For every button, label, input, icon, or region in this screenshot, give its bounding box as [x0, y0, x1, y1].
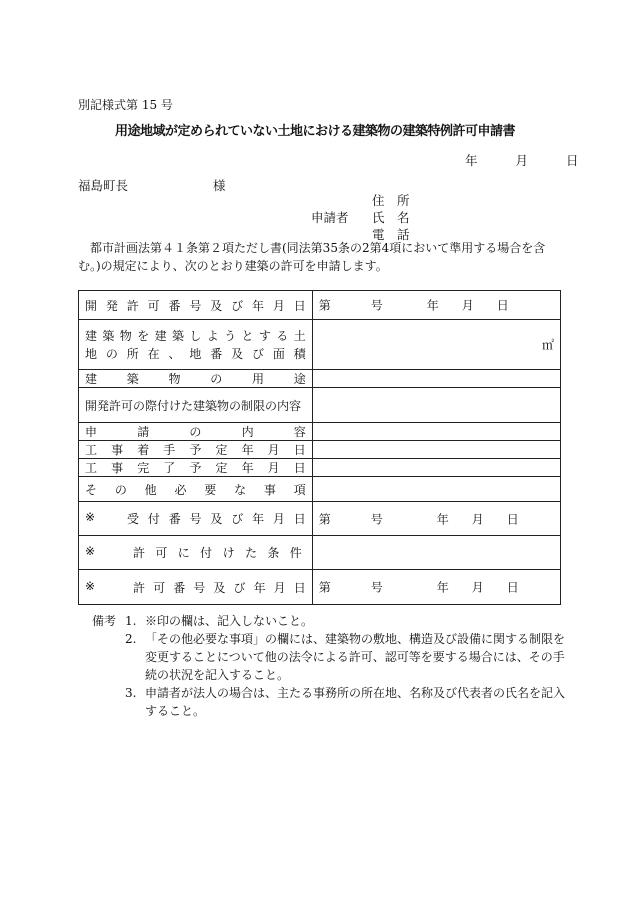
label-other [79, 477, 313, 502]
spread-label [85, 327, 306, 345]
table-row [79, 570, 561, 605]
value-content[interactable] [312, 423, 560, 441]
date-line [465, 151, 579, 169]
label-char: 在 [147, 346, 160, 361]
label-char: 年 [252, 298, 265, 313]
label-char: を [137, 328, 150, 343]
month-label: 月 [471, 580, 484, 595]
label-char: 年 [253, 580, 266, 595]
note-text: 「その他必要な事項」の欄には、建築物の敷地、構造及び設備に関する制限を変更することについて他の法令による許可、認可等を要する場合には、その手続の状況を記入すること。 [145, 632, 566, 682]
label-char: 項 [293, 482, 306, 497]
label-char: 受 [127, 512, 140, 526]
label-char: 番 [168, 512, 181, 526]
label-char: に [177, 546, 190, 560]
label-char: 地 [85, 346, 98, 361]
label-char: び [233, 580, 246, 595]
label-char: 日 [293, 298, 306, 313]
label-char: 築 [126, 372, 139, 386]
label-start-date [79, 441, 313, 459]
spread-label [133, 544, 302, 561]
label-char: 地 [189, 346, 202, 361]
form-number: 別記様式第 15 号 [78, 98, 173, 112]
label-char: 及 [213, 580, 226, 595]
label-content [79, 423, 313, 441]
label-char: 要 [204, 482, 217, 497]
table-row [79, 291, 561, 320]
spread-label [85, 441, 306, 458]
label-char: 発 [105, 298, 118, 313]
label-char: 面 [272, 346, 285, 361]
label-char: そ [85, 482, 98, 497]
label-char: 及 [210, 512, 223, 526]
label-receipt-no [79, 502, 313, 536]
label-char: 許 [126, 298, 139, 313]
label-char: 定 [215, 443, 228, 457]
label-char: 付 [200, 546, 213, 560]
label-char: 番 [168, 298, 181, 313]
spread-label [133, 579, 306, 596]
label-char: 必 [174, 482, 187, 497]
year-label: 年 [426, 298, 439, 313]
label-restriction [79, 388, 313, 423]
label-char: 築 [102, 328, 115, 343]
label-char: 他 [144, 482, 157, 497]
label-char: 可 [153, 580, 166, 595]
day-label: 日 [566, 153, 579, 168]
label-char: の [114, 482, 127, 497]
label-char: 日 [293, 443, 306, 457]
spread-label [85, 481, 306, 498]
label-char: 予 [189, 461, 202, 475]
label-char: の [210, 372, 223, 386]
note-mark: ※ [85, 510, 96, 524]
month-label: 月 [471, 512, 484, 526]
label-char: 予 [189, 443, 202, 457]
label-char: 月 [267, 461, 280, 475]
label-char: 月 [273, 580, 286, 595]
label-char: よ [206, 328, 219, 343]
table-row [79, 388, 561, 423]
area-unit: ㎡ [541, 338, 554, 352]
label-location [79, 320, 313, 370]
notes [92, 612, 565, 720]
label-char: 建 [85, 372, 98, 386]
notes-heading: 備考 [92, 614, 117, 628]
label-char: 内 [241, 425, 254, 439]
label-end-date [79, 459, 313, 477]
label-char: 建 [154, 328, 167, 343]
spread-label [85, 459, 306, 476]
table-row [79, 423, 561, 441]
label-char: 定 [215, 461, 228, 475]
label-char: 月 [272, 298, 285, 313]
spread-label [85, 345, 306, 363]
label-char: 号 [189, 512, 202, 526]
value-end-date[interactable] [312, 459, 560, 477]
addressee-name: 福島町長 [78, 178, 129, 193]
month-label: 月 [461, 298, 474, 313]
addressee [78, 176, 226, 194]
applicant-address-label: 住 所 [372, 193, 410, 208]
label-permit-no [79, 570, 313, 605]
label-char: 年 [252, 512, 265, 526]
value-dev-permit-no[interactable] [312, 291, 560, 320]
table-row [79, 370, 561, 388]
label-char: 開 [85, 298, 98, 313]
table-row [79, 502, 561, 536]
value-receipt-no[interactable] [312, 502, 560, 536]
value-start-date[interactable] [312, 441, 560, 459]
label-char: の [189, 425, 202, 439]
addressee-honorific: 様 [213, 178, 226, 193]
label-char: び [252, 346, 265, 361]
note-mark: ※ [85, 578, 96, 593]
label-char: 容 [293, 425, 306, 439]
label-char: な [234, 482, 247, 497]
label-char: 日 [293, 512, 306, 526]
spread-label [85, 297, 306, 314]
go-label: 号 [370, 580, 383, 595]
label-char: 番 [210, 346, 223, 361]
label-char: 、 [168, 346, 181, 361]
year-label: 年 [465, 153, 478, 168]
dai-label: 第 [318, 512, 331, 526]
label-char: る [276, 328, 289, 343]
table-row [79, 320, 561, 370]
label-char: 月 [272, 512, 285, 526]
spread-label [85, 370, 306, 387]
label-char: 物 [168, 372, 181, 386]
value-other[interactable] [312, 477, 560, 502]
label-char: 工 [85, 461, 98, 475]
note-text: ※印の欄は、記入しないこと。 [145, 614, 314, 628]
day-label: 日 [506, 580, 519, 595]
spread-label [85, 423, 306, 440]
label-char: 了 [163, 461, 176, 475]
day-label: 日 [506, 512, 519, 526]
label-char: の [105, 346, 118, 361]
year-label: 年 [436, 512, 449, 526]
label-char: と [241, 328, 254, 343]
label-char: う [224, 328, 237, 343]
label-char: 付 [147, 512, 160, 526]
go-label: 号 [370, 298, 383, 313]
application-table [78, 290, 561, 605]
dai-label: 第 [318, 580, 331, 595]
go-label: 号 [370, 512, 383, 526]
label-char: 請 [137, 425, 150, 439]
table-row [79, 459, 561, 477]
note-number: 3. [125, 686, 137, 700]
label-char: 年 [241, 461, 254, 475]
dai-label: 第 [318, 298, 331, 313]
label-char: 用 [252, 372, 265, 386]
label-char: 手 [163, 443, 176, 457]
note-mark: ※ [85, 544, 96, 558]
value-permit-no[interactable] [312, 570, 560, 605]
label-char: 積 [293, 346, 306, 361]
note-number: 1. [125, 614, 137, 628]
label-char: 土 [293, 328, 306, 343]
spread-label [127, 510, 306, 527]
label-char: 着 [137, 443, 150, 457]
label-char: 月 [267, 443, 280, 457]
label-char: 途 [293, 372, 306, 386]
document-title: 用途地域が定められていない土地における建築物の建築特例許可申請書 [114, 124, 515, 139]
note-number: 2. [125, 632, 137, 646]
label-char: 建 [85, 328, 98, 343]
table-row [79, 441, 561, 459]
label-char: 所 [126, 346, 139, 361]
label-char: け [222, 546, 235, 560]
year-label: 年 [436, 580, 449, 595]
label-char: 及 [231, 346, 244, 361]
label-char: 件 [289, 546, 302, 560]
label-char: 申 [85, 425, 98, 439]
applicant-name-label: 氏 名 [372, 210, 410, 225]
table-row [79, 477, 561, 502]
value-restriction[interactable] [312, 388, 560, 423]
label-char: す [258, 328, 271, 343]
day-label: 日 [496, 298, 509, 313]
label-char: 事 [263, 482, 276, 497]
label-char: 可 [147, 298, 160, 313]
label-char: 許 [133, 580, 146, 595]
applicant-tel-label: 電 話 [372, 227, 410, 242]
label-char: 条 [267, 546, 280, 560]
month-label: 月 [515, 153, 529, 168]
label-char: 許 [133, 546, 146, 560]
label-char: 事 [111, 443, 124, 457]
label-dev-permit-no [79, 291, 313, 320]
label-char: 号 [193, 580, 206, 595]
label-char: 年 [241, 443, 254, 457]
label-char: 事 [111, 461, 124, 475]
label-char: 日 [293, 580, 306, 595]
label-char: び [231, 512, 244, 526]
note-text: 申請者が法人の場合は、主たる事務所の所在地、名称及び代表者の氏名を記入すること。 [145, 686, 566, 718]
label-char: 完 [137, 461, 150, 475]
table-row [79, 536, 561, 570]
label-char: 及 [210, 298, 223, 313]
label-char: た [244, 546, 257, 560]
label-char: 番 [173, 580, 186, 595]
label-char: 築 [171, 328, 184, 343]
applicant-label: 申請者 [311, 210, 349, 225]
value-conditions[interactable] [312, 536, 560, 570]
body-text: 都市計画法第４１条第２項ただし書(同法第35条の2第4項において準用する場合を含む。)の規定により、次のとおり建築の許可を申請します。 [78, 241, 546, 273]
restriction-label: 開発許可の際付けた建築物の制限の内容 [85, 398, 302, 413]
label-char: 物 [119, 328, 132, 343]
value-use[interactable] [312, 370, 560, 388]
label-conditions [79, 536, 313, 570]
label-char: 工 [85, 443, 98, 457]
label-char: び [231, 298, 244, 313]
label-char: し [189, 328, 202, 343]
value-location[interactable] [312, 320, 560, 370]
label-char: 号 [189, 298, 202, 313]
label-char: 可 [155, 546, 168, 560]
label-use [79, 370, 313, 388]
label-char: 日 [293, 461, 306, 475]
